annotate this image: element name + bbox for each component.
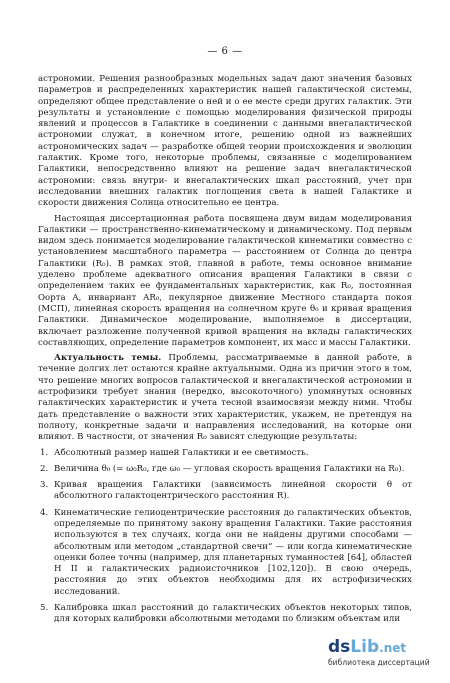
list-item-text: Кинематические гелиоцентрические расстояния до галактических объектов, определяемые по принятому закону вращения Галактики. Такие расстояния используются в тех случаях, когда они не найдены другими способами — абсолютным или методом „стандартной свечи“ — или когда кинематические оценки более точны (например, для планетарных туманностей [64], областей H II и галактических радиоисточников [102,120]). В свою очередь, расстояния до этих объектов необходимы для их астрофизических исследований. bbox=[54, 507, 412, 597]
list-item-text: Величина θ₀ (= ω₀R₀, где ω₀ — угловая скорость вращения Галактики на R₀). bbox=[54, 463, 405, 474]
list-item-text: Абсолютный размер нашей Галактики и ее светимость. bbox=[54, 447, 309, 458]
list-item-number: 3. bbox=[40, 480, 49, 491]
list-item-text: Кривая вращения Галактики (зависимость линейной скорости θ от абсолютного галактоцентрического расстояния R). bbox=[54, 480, 412, 502]
page-number: — 6 — bbox=[207, 46, 243, 57]
relevance-text: Проблемы, рассматриваемые в данной работе, в течение долгих лет остаются крайне актуальными. Одна из причин этого в том, что решение многих вопросов галактической и внегалактической астрономии и астрофизики требует знания (нередко, высокоточного) упомянутых основных галактических характеристик и учета тесной взаимосвязи между ними. Чтобы дать представление о важности этих характеристик, укажем, не претендуя на полноту, конкретные задачи и направления исследований, на которые они влияют. В частности, от значения R₀ зависят следующие результаты: bbox=[38, 353, 413, 443]
document-body bbox=[38, 74, 412, 631]
list-item bbox=[38, 480, 412, 503]
list-item bbox=[38, 508, 412, 598]
list-item bbox=[38, 603, 412, 626]
dslib-subtitle: библиотека диссертаций bbox=[328, 658, 430, 667]
paragraph-dissertation-topic: Настоящая диссертационная работа посвящена двум видам моделирования Галактики — пространственно-кинематическому и динамическому. Под первым видом здесь понимается моделирование галактической кинематики совместно с установлением масштабного параметра — расстоянием от Солнца до центра Галактики (R₀). В рамках этой, главной в работе, темы основное внимание уделено проблеме адекватного описания вращения Галактики в связи с определением таких ее фундаментальных характеристик, как R₀, постоянная Оорта A, инвариант AR₀, пекулярное движение Местного стандарта покоя (МСП), линейная скорость вращения на солнечном круге θ₀ и кривая вращения Галактики. Динамическое моделирование, выполняемое в диссертации, включает разложение полученной кривой вращения на вклады галактических составляющих, определение параметров компонент, их масс и массы Галактики. bbox=[38, 213, 412, 348]
list-item-number: 1. bbox=[40, 447, 49, 458]
list-item bbox=[38, 464, 412, 475]
paragraph-relevance bbox=[38, 353, 412, 443]
list-item bbox=[38, 448, 412, 459]
dslib-watermark[interactable] bbox=[328, 637, 444, 677]
dslib-logo: dsLib.net bbox=[328, 637, 407, 657]
list-item-number: 2. bbox=[40, 463, 49, 474]
list-item-number: 4. bbox=[40, 507, 49, 518]
results-list bbox=[38, 448, 412, 626]
paragraph-intro: астрономии. Решения разнообразных модельных задач дают значения базовых параметров и распределенных характеристик нашей галактической системы, определяют общее представление о ней и о ее месте среди других галактик. Эти результаты и установление с помощью моделирования физической природы явлений и процессов в Галактике в соединении с данными внегалактической астрономии служат, в конечном итоге, решению одной из важнейших астрономических задач — разработке общей теории происхождения и эволюции галактик. Кроме того, некоторые проблемы, связанные с моделированием Галактики, непосредственно влияют на решение задач внегалактической астрономии: связь внутри- и внегалактических шкал расстояний, учет при исследовании внешних галактик поглощения света в нашей Галактике и скорости движения Солнца относительно ее центра. bbox=[38, 74, 412, 209]
list-item-text: Калибровка шкал расстояний до галактических объектов некоторых типов, для которых калибровки абсолютными методами по близким объектам или bbox=[54, 603, 412, 625]
relevance-heading: Актуальность темы. bbox=[54, 353, 162, 364]
list-item-number: 5. bbox=[40, 603, 49, 614]
